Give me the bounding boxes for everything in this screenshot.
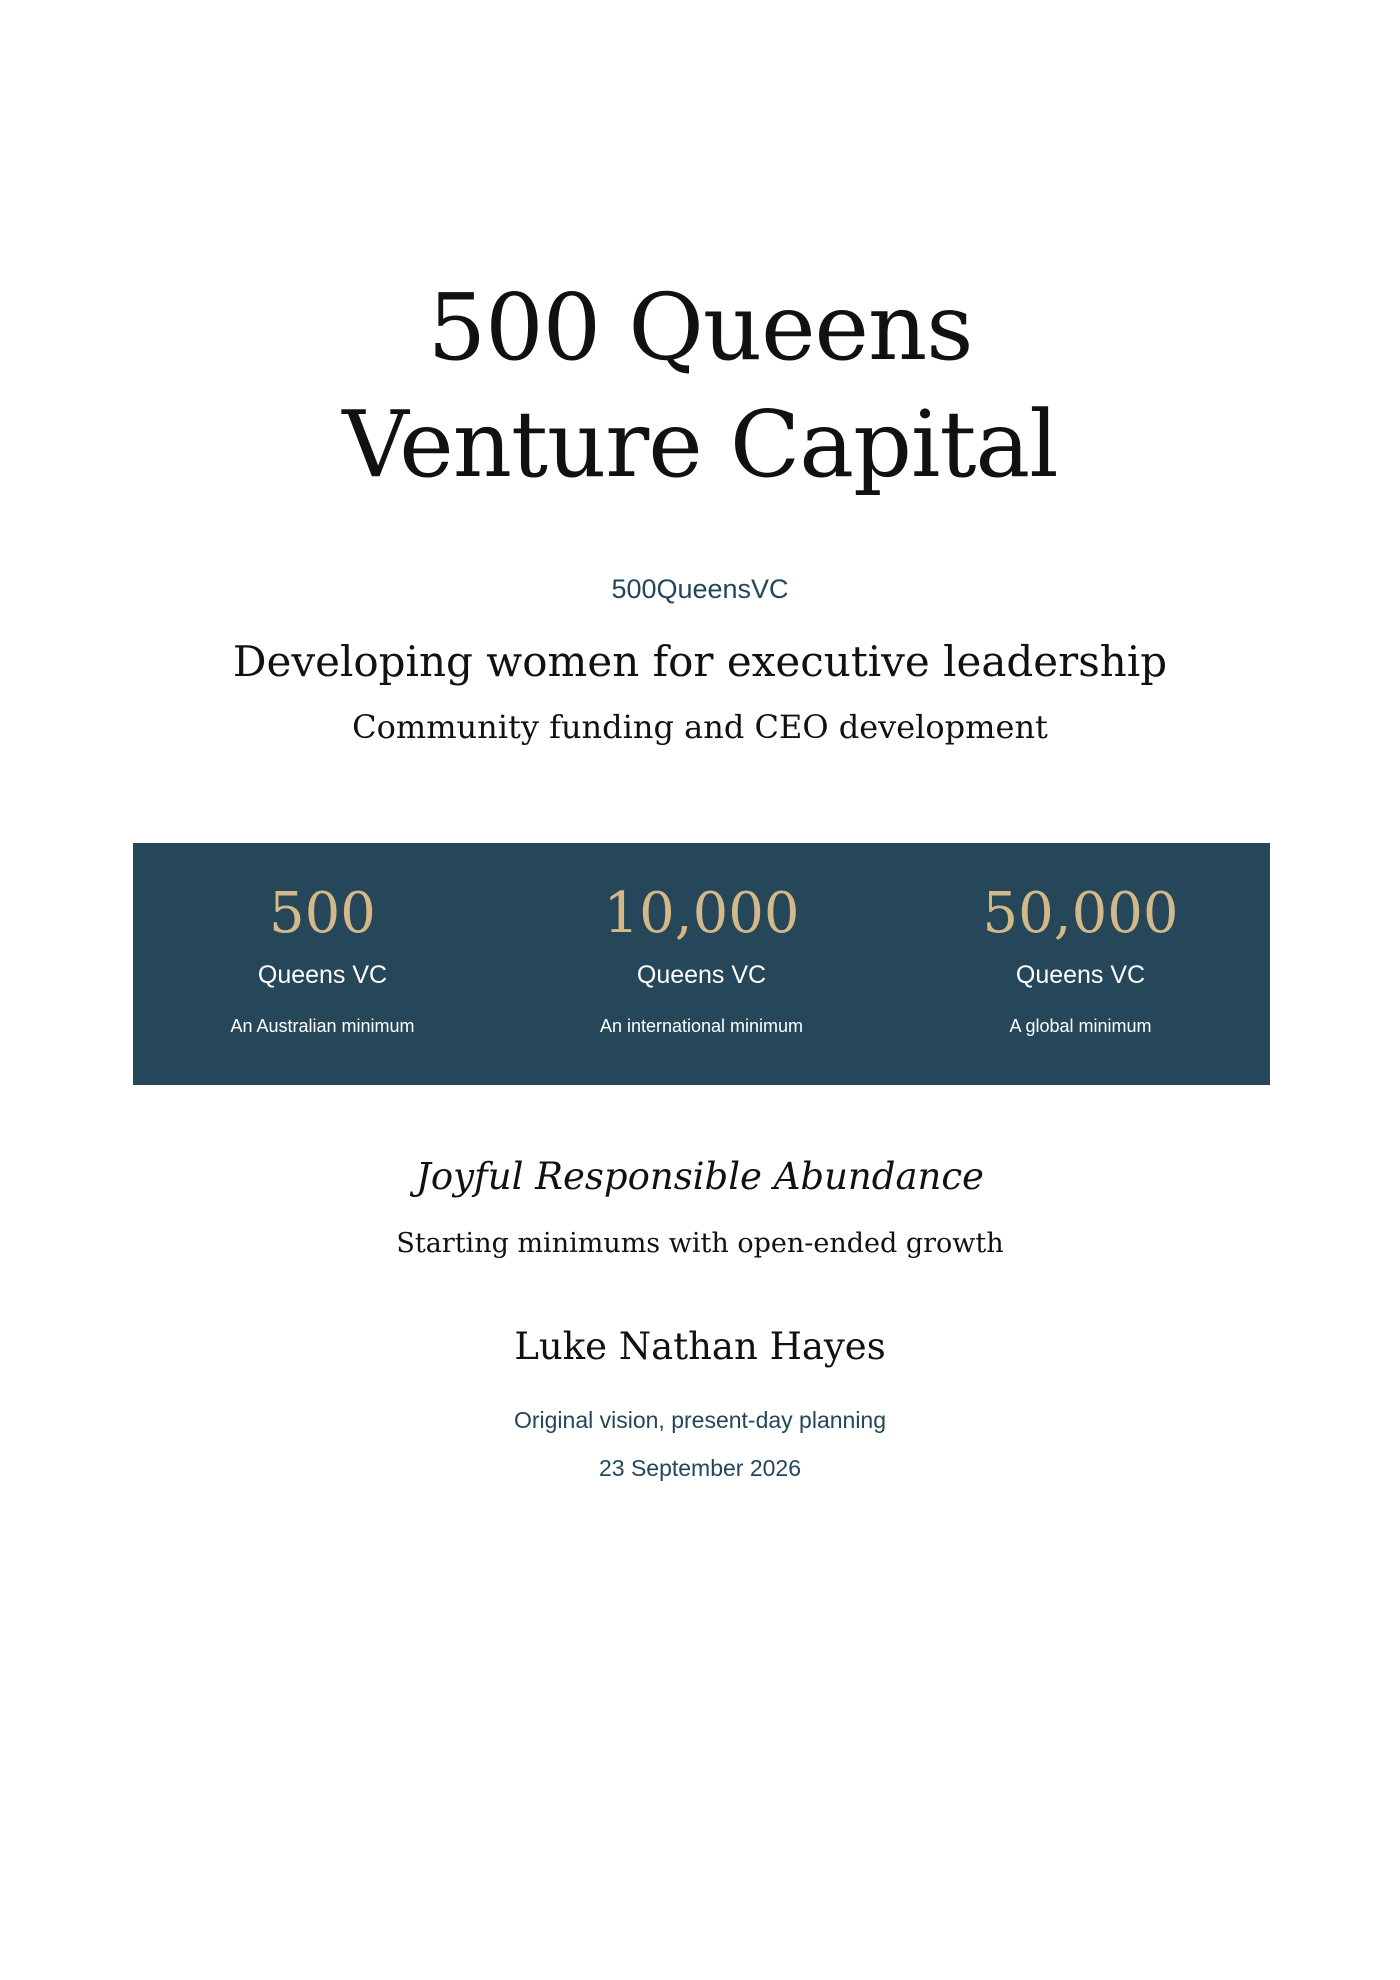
stat-australian — [133, 843, 512, 1085]
author-note: Original vision, present-day planning — [513, 1407, 887, 1433]
motto-title: Joyful Responsible Abundance — [416, 1155, 984, 1198]
stat-international — [512, 843, 891, 1085]
stat-description: A global minimum — [1009, 1016, 1152, 1036]
document-date: 23 September 2026 — [598, 1455, 802, 1481]
stat-number: 500 — [269, 881, 376, 946]
motto-subtitle: Starting minimums with open-ended growth — [396, 1228, 1004, 1259]
stat-number: 10,000 — [603, 881, 800, 946]
tagline: Developing women for executive leadership — [232, 637, 1168, 686]
stat-label: Queens VC — [1015, 961, 1146, 989]
stat-description: An international minimum — [599, 1016, 804, 1036]
title-line-1: 500 Queens — [427, 274, 973, 381]
page-title — [0, 270, 1400, 504]
stat-number: 50,000 — [982, 881, 1179, 946]
stat-global — [891, 843, 1270, 1085]
stat-description: An Australian minimum — [230, 1016, 415, 1036]
brand-handle: 500QueensVC — [611, 574, 789, 604]
stat-label: Queens VC — [257, 961, 388, 989]
title-line-2: Venture Capital — [342, 390, 1058, 498]
author-name: Luke Nathan Hayes — [514, 1325, 886, 1368]
stats-band — [133, 843, 1270, 1085]
subtagline: Community funding and CEO development — [352, 708, 1048, 746]
stat-label: Queens VC — [636, 961, 767, 989]
